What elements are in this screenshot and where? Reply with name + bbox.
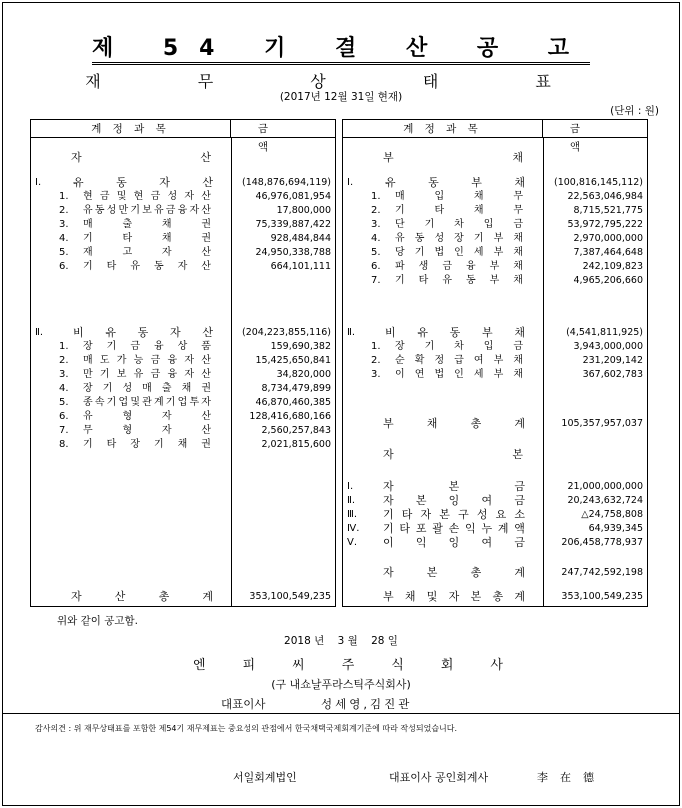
account-label: 재 고 자 산 (83, 247, 211, 258)
company-name: 엔 피 씨 주 식 회 사 (193, 658, 503, 673)
account-number: 1. (371, 341, 381, 352)
statement-row (343, 566, 647, 580)
account-number: 8. (59, 439, 69, 450)
account-label: 만 기 보 유 금 융 자 산 (83, 369, 211, 380)
account-label: 유 동 부 채 (385, 176, 525, 189)
statement-row (343, 448, 647, 462)
account-number: 2. (59, 205, 69, 216)
notice-title: 제 54 기 결 산 공 고 (3, 31, 679, 62)
statement-row (343, 522, 647, 536)
account-number: 3. (59, 369, 69, 380)
statement-row (31, 368, 335, 382)
account-label: 매 도 가 능 금 융 자 산 (83, 355, 211, 366)
account-number: 4. (59, 383, 69, 394)
amount-value: (4,541,811,925) (566, 327, 643, 338)
amount-value: 367,602,783 (582, 369, 643, 380)
amount-value: 2,560,257,843 (261, 425, 331, 436)
account-label: 매 출 채 권 (83, 219, 211, 230)
statement-row (31, 424, 335, 438)
assets-table (30, 119, 336, 607)
amount-value: 105,357,957,037 (561, 418, 643, 429)
statement-row (343, 260, 647, 274)
account-label: 유 동 성 장 기 부 채 (395, 233, 523, 244)
table-header (343, 120, 647, 153)
amount-value: 4,965,206,660 (573, 275, 643, 286)
statement-row (31, 340, 335, 354)
statement-row (343, 508, 647, 522)
amount-value: 15,425,650,841 (255, 355, 331, 366)
statement-row (31, 438, 335, 452)
account-label: 자 본 잉 여 금 (383, 494, 525, 507)
amount-value: 75,339,887,422 (255, 219, 331, 230)
cpa-title: 대표이사 공인회계사 (389, 771, 489, 784)
account-number: Ⅱ. (347, 327, 356, 338)
statement-row (343, 536, 647, 550)
account-number: Ⅰ. (347, 177, 354, 188)
account-label: 기 타 장 기 채 권 (83, 439, 211, 450)
unit-label: (단위 : 원) (610, 105, 659, 117)
statement-row (343, 368, 647, 382)
amount-value: 17,800,000 (276, 205, 331, 216)
account-label: 자 본 (383, 448, 523, 461)
statement-row (31, 260, 335, 274)
account-number: 2. (371, 205, 381, 216)
amount-value: 928,484,844 (270, 233, 331, 244)
statement-row (31, 382, 335, 396)
amount-value: 242,109,823 (582, 261, 643, 272)
amount-value: 2,970,000,000 (573, 233, 643, 244)
account-number: 4. (371, 233, 381, 244)
account-number: 7. (59, 425, 69, 436)
statement-row (343, 190, 647, 204)
account-label: 기 타 포 괄 손 익 누 계 액 (383, 522, 525, 535)
account-number: 7. (371, 275, 381, 286)
account-label: 비 유 동 자 산 (73, 326, 213, 339)
ceo-names: 성세영,김진관 (321, 697, 413, 711)
amount-value: 8,715,521,775 (573, 205, 643, 216)
statement-row (343, 480, 647, 494)
account-label: 자 산 (71, 151, 211, 164)
amount-value: 34,820,000 (276, 369, 331, 380)
audit-firm: 서일회계법인 (233, 771, 297, 784)
account-number: 1. (59, 341, 69, 352)
liabilities-equity-table (342, 119, 648, 607)
statement-row (31, 396, 335, 410)
account-number: Ⅳ. (347, 523, 360, 534)
account-label: 이 연 법 인 세 부 채 (395, 369, 523, 380)
account-label: 종 속 기 업 및 관 계 기 업 투 자 (83, 397, 211, 408)
account-label: 부 채 및 자 본 총 계 (383, 590, 525, 603)
statement-row (343, 176, 647, 190)
account-label: 장 기 차 입 금 (395, 341, 523, 352)
amount-value: 20,243,632,724 (567, 495, 643, 506)
divider (3, 713, 679, 714)
account-number: 3. (371, 219, 381, 230)
account-label: 무 형 자 산 (83, 425, 211, 436)
statement-row (343, 246, 647, 260)
account-label: 현 금 및 현 금 성 자 산 (83, 191, 211, 202)
amount-value: 206,458,778,937 (561, 537, 643, 548)
amount-value: 353,100,549,235 (249, 591, 331, 602)
account-number: Ⅴ. (347, 537, 358, 548)
statement-row (31, 190, 335, 204)
account-number: 5. (59, 247, 69, 258)
account-number: Ⅱ. (35, 327, 44, 338)
statement-row (343, 326, 647, 340)
statement-row (343, 274, 647, 288)
statement-row (343, 204, 647, 218)
account-label: 매 입 채 무 (395, 191, 523, 202)
statement-row (31, 151, 335, 165)
amount-value: 64,939,345 (588, 523, 643, 534)
account-label: 장 기 금 융 상 품 (83, 341, 211, 352)
amount-value: 7,387,464,648 (573, 247, 643, 258)
statement-row (31, 176, 335, 190)
announcement-date: 2018 년 3 월 28 일 (284, 635, 398, 647)
header-account: 계 정 과 목 (31, 120, 231, 138)
account-number: 2. (371, 355, 381, 366)
statement-title: 재 무 상 태 표 (85, 72, 597, 91)
account-label: 기 타 유 동 자 산 (83, 261, 211, 272)
amount-value: 3,943,000,000 (573, 341, 643, 352)
notice-statement: 위와 같이 공고함. (57, 615, 139, 627)
statement-row (31, 232, 335, 246)
table-header (31, 120, 335, 153)
statement-row (31, 246, 335, 260)
header-account: 계 정 과 목 (343, 120, 543, 138)
amount-value: (148,876,694,119) (241, 177, 331, 188)
statement-row (343, 417, 647, 431)
amount-value: △24,758,808 (581, 509, 643, 520)
account-number: 3. (59, 219, 69, 230)
amount-value: 353,100,549,235 (561, 591, 643, 602)
account-number: 6. (59, 411, 69, 422)
account-number: 4. (59, 233, 69, 244)
account-label: 당 기 법 인 세 부 채 (395, 247, 523, 258)
account-number: 3. (371, 369, 381, 380)
account-number: 5. (371, 247, 381, 258)
amount-value: 24,950,338,788 (255, 247, 331, 258)
account-label: 유 동 자 산 (73, 176, 213, 189)
account-number: 6. (59, 261, 69, 272)
account-number: Ⅰ. (35, 177, 42, 188)
account-label: 자 산 총 계 (71, 590, 213, 603)
former-company-name: (구 내쇼날푸라스틱주식회사) (271, 678, 411, 691)
account-label: 유 동 성 만 기 보 유 금 융 자 산 (83, 205, 211, 216)
amount-value: 46,870,460,385 (255, 397, 331, 408)
account-label: 장 기 성 매 출 채 권 (83, 383, 211, 394)
account-label: 부 채 (383, 151, 523, 164)
audit-opinion: 감사의견 : 위 재무상태표를 포함한 제54기 재무제표는 중요성의 관점에서 한국채택국제회계기준에 따라 작성되었습니다. (35, 724, 458, 733)
amount-value: 128,416,680,166 (249, 411, 331, 422)
amount-value: (100,816,145,112) (553, 177, 643, 188)
account-label: 기 타 자 본 구 성 요 소 (383, 508, 525, 521)
account-label: 기 타 채 무 (395, 205, 523, 216)
statement-row (31, 410, 335, 424)
amount-value: 22,563,046,984 (567, 191, 643, 202)
account-label: 자 본 총 계 (383, 566, 525, 579)
statement-row (343, 151, 647, 165)
amount-value: 247,742,592,198 (561, 567, 643, 578)
public-notice-page (2, 2, 680, 806)
cpa-name: 李在德 (537, 771, 606, 784)
statement-row (343, 590, 647, 604)
amount-value: 53,972,795,222 (567, 219, 643, 230)
account-label: 순 확 정 급 여 부 채 (395, 355, 523, 366)
account-label: 기 타 유 동 부 채 (395, 275, 523, 286)
account-number: 6. (371, 261, 381, 272)
as-of-date: (2017년 12월 31일 현재) (279, 91, 403, 103)
statement-row (31, 218, 335, 232)
account-number: 2. (59, 355, 69, 366)
account-number: Ⅰ. (347, 481, 354, 492)
amount-value: 2,021,815,600 (261, 439, 331, 450)
account-label: 부 채 총 계 (383, 417, 525, 430)
account-number: 1. (371, 191, 381, 202)
account-number: 5. (59, 397, 69, 408)
account-number: Ⅲ. (347, 509, 358, 520)
amount-value: (204,223,855,116) (241, 327, 331, 338)
account-label: 이 익 잉 여 금 (383, 536, 525, 549)
amount-value: 664,101,111 (270, 261, 331, 272)
amount-value: 8,734,479,899 (261, 383, 331, 394)
ceo-title: 대표이사 (221, 697, 266, 711)
amount-value: 21,000,000,000 (567, 481, 643, 492)
statement-row (31, 590, 335, 604)
statement-row (343, 354, 647, 368)
amount-value: 231,209,142 (582, 355, 643, 366)
statement-row (343, 232, 647, 246)
account-label: 유 형 자 산 (83, 411, 211, 422)
amount-value: 159,690,382 (270, 341, 331, 352)
account-number: 1. (59, 191, 69, 202)
header-amount: 금 액 (569, 123, 621, 153)
amount-value: 46,976,081,954 (255, 191, 331, 202)
account-label: 파 생 금 융 부 채 (395, 261, 523, 272)
statement-row (31, 326, 335, 340)
account-label: 기 타 채 권 (83, 233, 211, 244)
account-label: 자 본 금 (383, 480, 525, 493)
statement-row (31, 204, 335, 218)
statement-row (31, 354, 335, 368)
account-label: 비 유 동 부 채 (385, 326, 525, 339)
account-label: 단 기 차 입 금 (395, 219, 523, 230)
header-amount: 금 액 (257, 123, 309, 153)
statement-row (343, 218, 647, 232)
account-number: Ⅱ. (347, 495, 356, 506)
statement-row (343, 494, 647, 508)
statement-row (343, 340, 647, 354)
